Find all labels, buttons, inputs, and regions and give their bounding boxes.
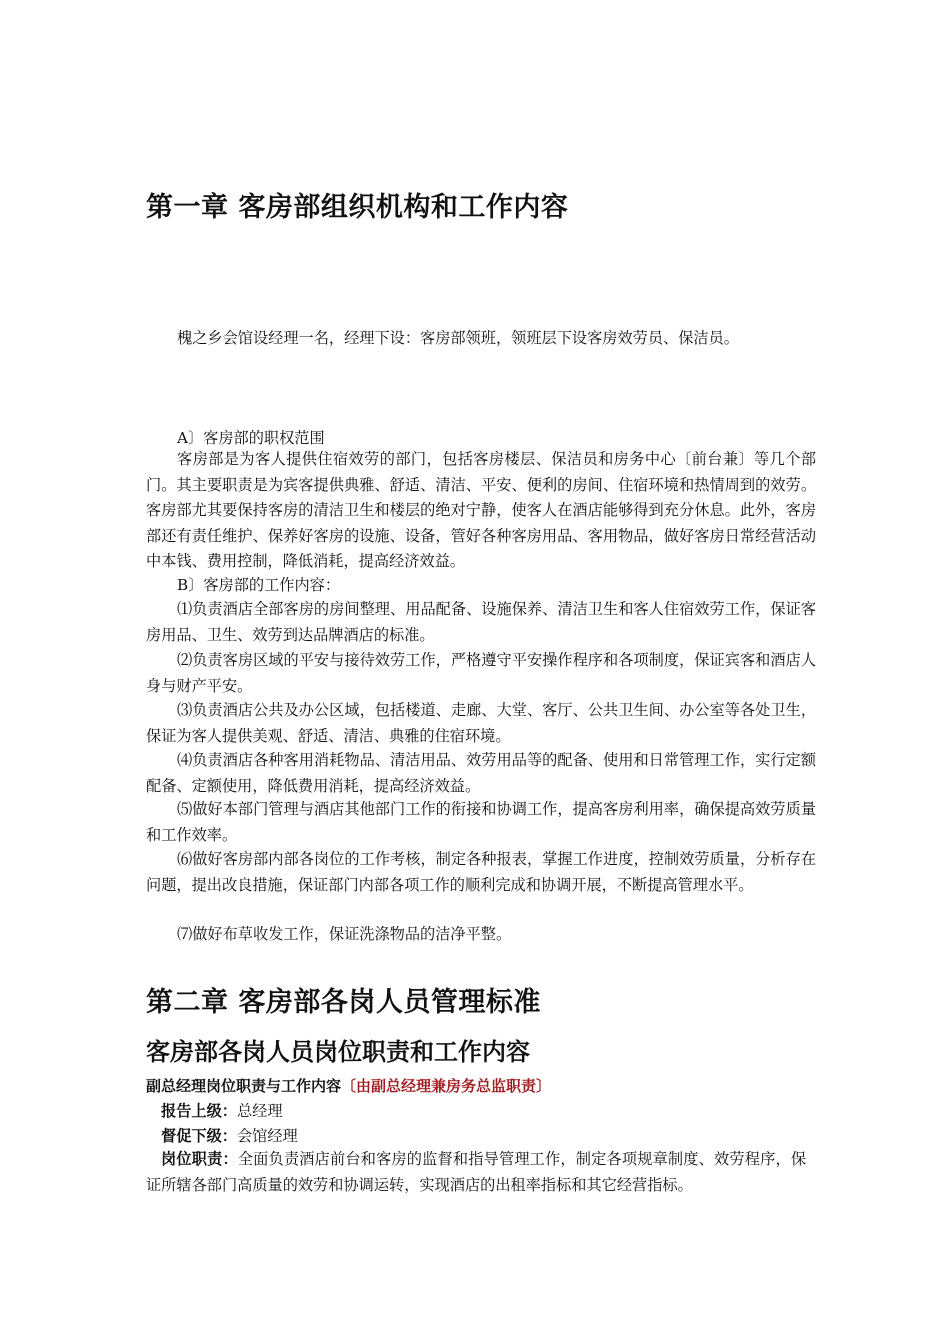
chapter1-title: 第一章 客房部组织机构和工作内容 — [146, 192, 569, 223]
supervise-line — [161, 1125, 298, 1146]
chapter1-intro: 槐之乡会馆设经理一名，经理下设：客房部领班，领班层下设客房效劳员、保洁员。 — [177, 329, 739, 347]
chapter2-title: 第二章 客房部各岗人员管理标准 — [146, 987, 541, 1018]
section-a-heading: A〕客房部的职权范围 — [177, 429, 325, 447]
duty-block — [146, 1147, 806, 1198]
report-line — [161, 1100, 283, 1121]
role-title: 副总经理岗位职责与工作内容 — [146, 1077, 342, 1095]
list-item-6: ⑹做好客房部内部各岗位的工作考核，制定各种报表，掌握工作进度，控制效劳质量，分析存在问题，提出改良措施，保证部门内部各项工作的顺利完成和协调开展，不断提高管理水平。 — [146, 850, 816, 894]
duty-label: 岗位职责： — [161, 1150, 238, 1168]
chapter2-subtitle: 客房部各岗人员岗位职责和工作内容 — [146, 1038, 530, 1066]
list-item-5: ⑸做好本部门管理与酒店其他部门工作的衔接和协调工作，提高客房利用率，确保提高效劳质量和工作效率。 — [146, 800, 816, 844]
report-value: 总经理 — [236, 1102, 283, 1120]
report-label: 报告上级： — [161, 1102, 237, 1120]
list-item-7: ⑺做好布草收发工作，保证洗涤物品的洁净平整。 — [177, 925, 512, 943]
list-item-3: ⑶负责酒店公共及办公区域，包括楼道、走廊、大堂、客厅、公共卫生间、办公室等各处卫生，保证为客人提供美观、舒适、清洁、典雅的住宿环境。 — [146, 701, 816, 745]
section-a-body: 客房部是为客人提供住宿效劳的部门，包括客房楼层、保洁员和房务中心〔前台兼〕等几个部门。其主要职责是为宾客提供典雅、舒适、清洁、平安、便利的房间、住宿环境和热情周到的效劳。客房部尤其要保持客房的清洁卫生和楼层的绝对宁静，使客人在酒店能够得到充分休息。此外，客房部还有责任维护、保养好客房的设施、设备，管好各种客房用品、客用物品，做好客房日常经营活动中本钱、费用控制，降低消耗，提高经济效益。 — [146, 450, 816, 570]
duty-value: 全面负责酒店前台和客房的监督和指导管理工作，制定各项规章制度、效劳程序，保证所辖各部门高质量的效劳和协调运转，实现酒店的出租率指标和其它经营指标。 — [146, 1150, 807, 1194]
list-item-4: ⑷负责酒店各种客用消耗物品、清洁用品、效劳用品等的配备、使用和日常管理工作，实行定额配备、定额使用，降低费用消耗，提高经济效益。 — [146, 751, 816, 795]
list-item-2: ⑵负责客房区域的平安与接待效劳工作，严格遵守平安操作程序和各项制度，保证宾客和酒店人身与财产平安。 — [146, 651, 816, 695]
supervise-label: 督促下级： — [161, 1127, 237, 1145]
role-heading — [146, 1075, 551, 1096]
section-b-heading: B〕客房部的工作内容： — [177, 576, 341, 594]
supervise-value: 会馆经理 — [236, 1127, 298, 1145]
list-item-1: ⑴负责酒店全部客房的房间整理、用品配备、设施保养、清洁卫生和客人住宿效劳工作，保证客房用品、卫生、效劳到达品牌酒店的标准。 — [146, 600, 816, 644]
role-note: 〔由副总经理兼房务总监职责〕 — [341, 1077, 552, 1095]
